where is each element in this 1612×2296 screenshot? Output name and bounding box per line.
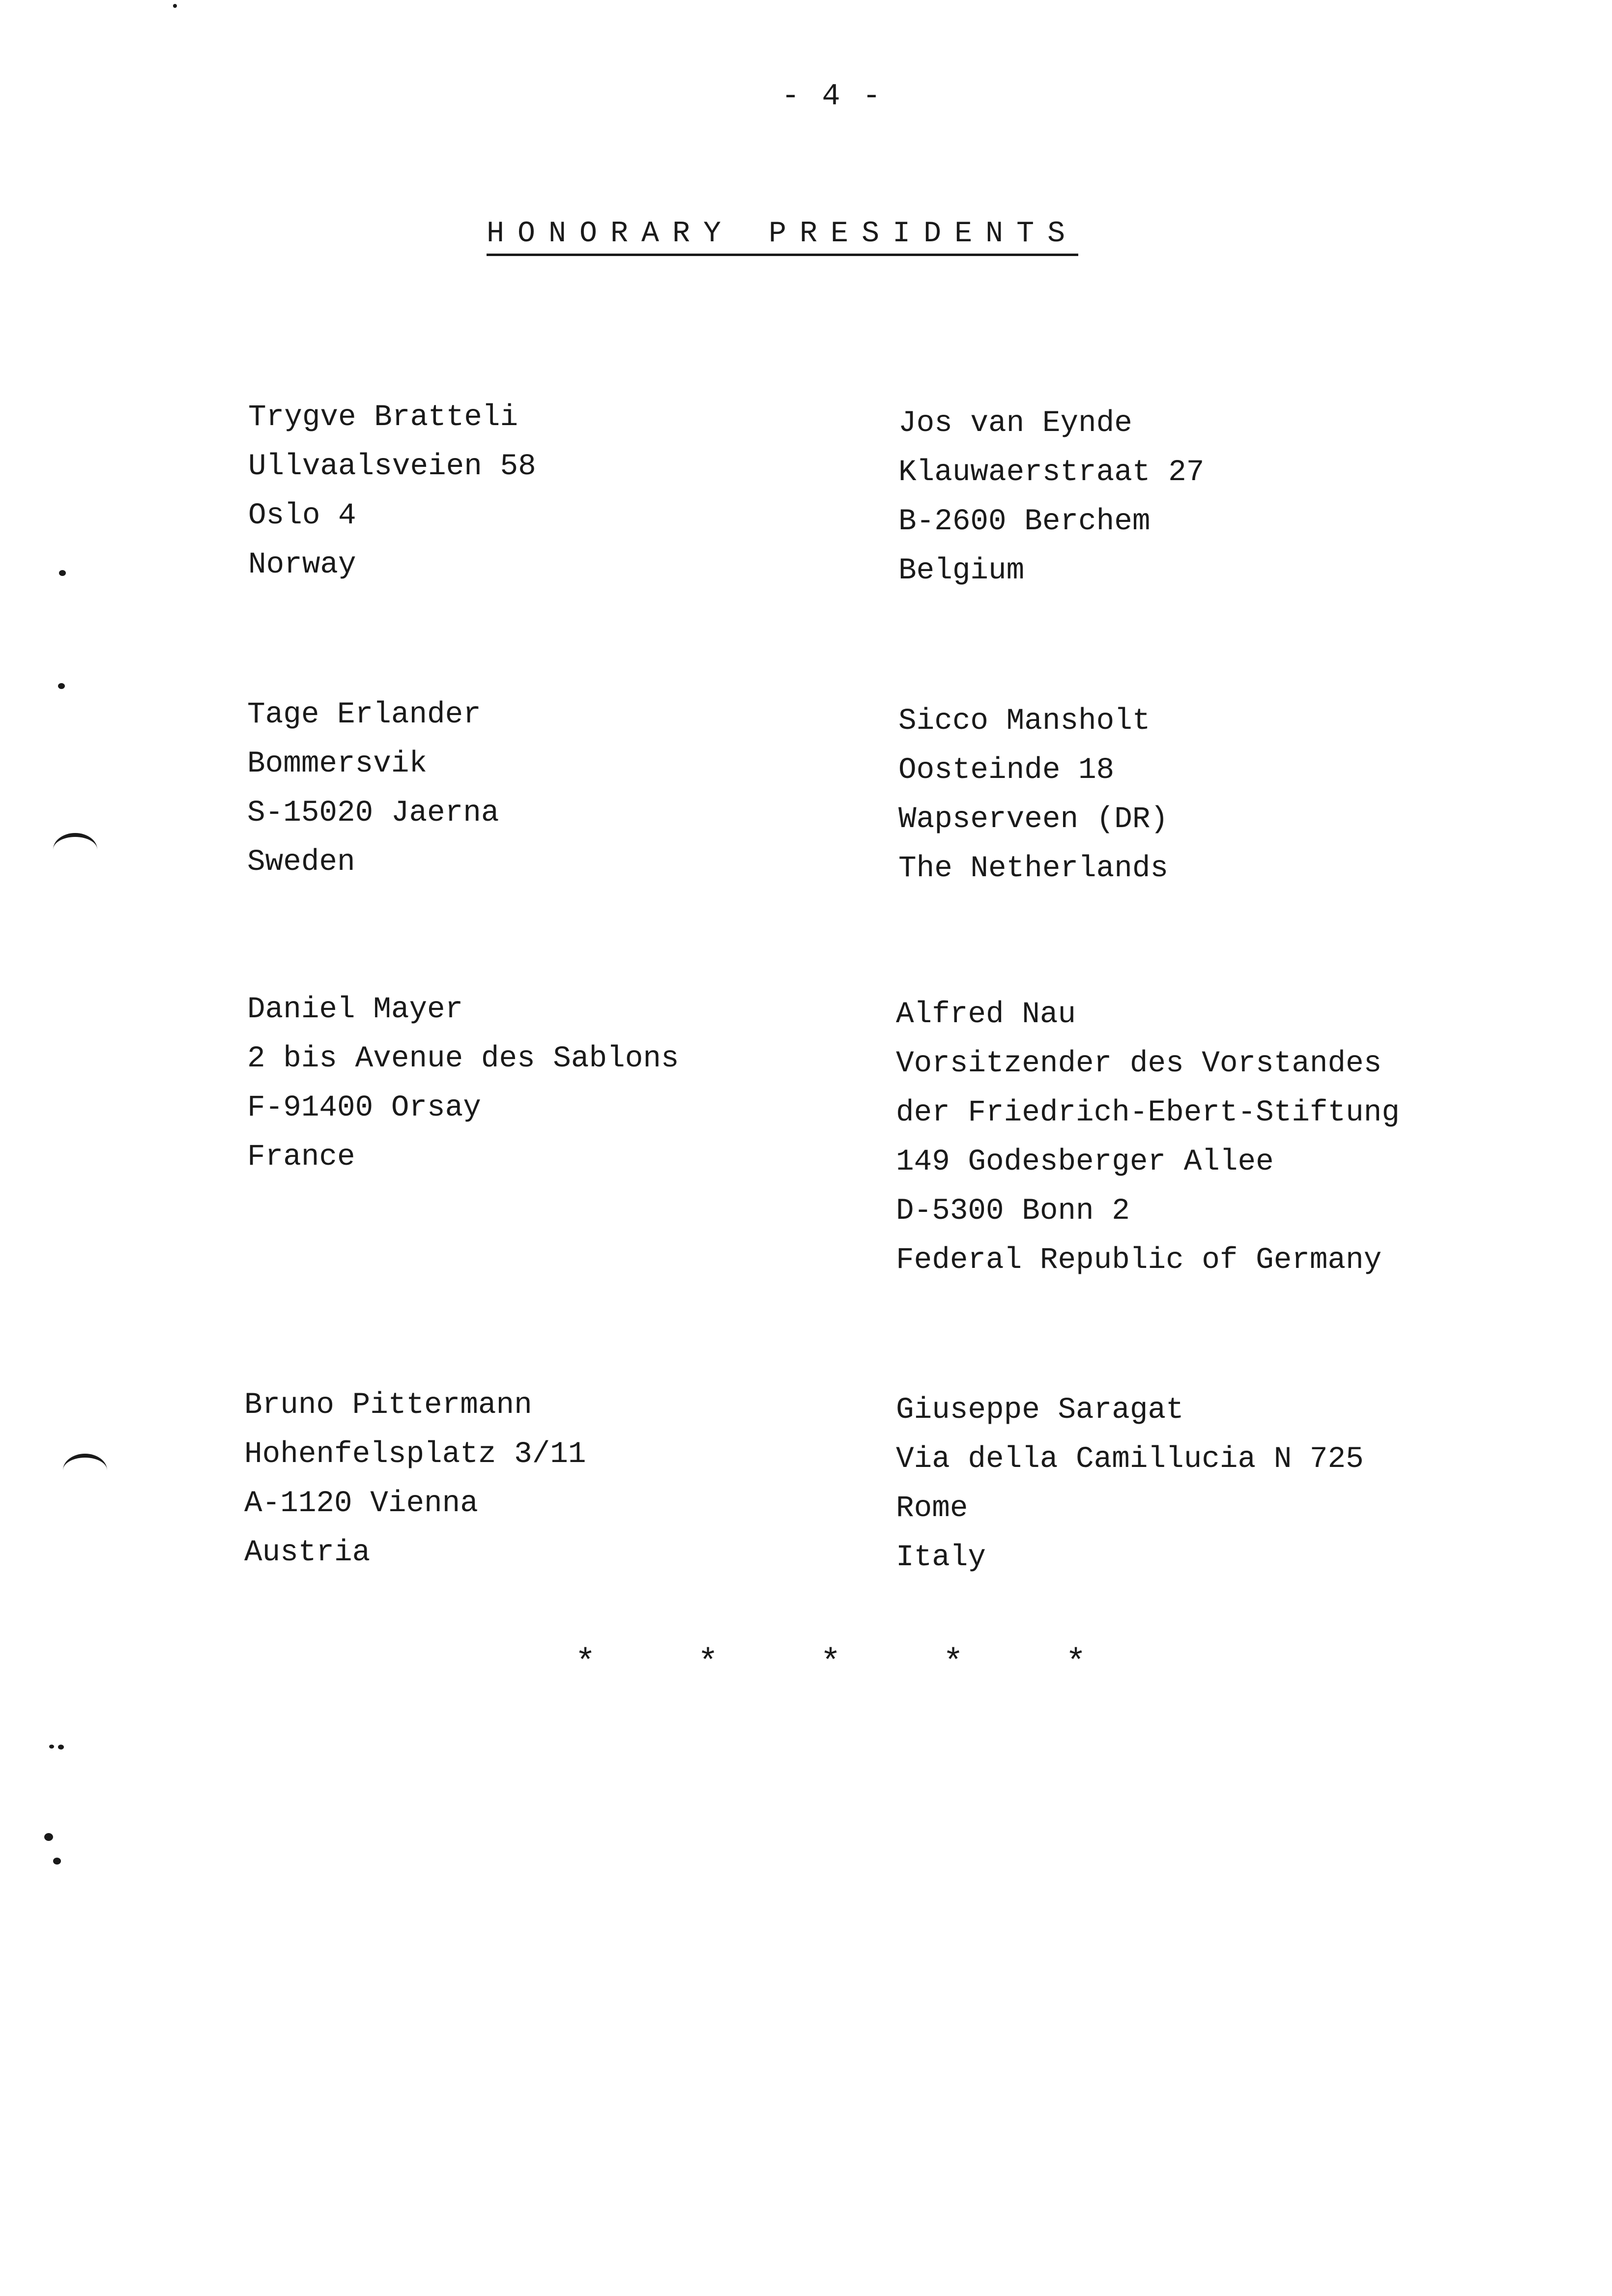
address-block-mansholt bbox=[898, 697, 1168, 893]
person-name: Jos van Eynde bbox=[898, 406, 1132, 440]
star-icon: * bbox=[575, 1644, 596, 1683]
address-line: Federal Republic of Germany bbox=[896, 1243, 1382, 1277]
address-line: Sweden bbox=[247, 845, 355, 879]
address-line: B-2600 Berchem bbox=[898, 505, 1151, 539]
title-word-presidents: PRESIDENTS bbox=[769, 217, 1079, 251]
person-name: Alfred Nau bbox=[896, 998, 1076, 1032]
address-block-mayer bbox=[247, 985, 679, 1182]
address-block-nau bbox=[896, 990, 1400, 1285]
star-icon: * bbox=[820, 1644, 841, 1683]
address-line: Norway bbox=[248, 548, 356, 582]
star-icon: * bbox=[943, 1644, 964, 1683]
star-separator bbox=[575, 1644, 1086, 1683]
address-line: 2 bis Avenue des Sablons bbox=[247, 1042, 679, 1076]
address-line: Hohenfelsplatz 3/11 bbox=[244, 1437, 586, 1471]
address-line: D-5300 Bonn 2 bbox=[896, 1194, 1130, 1228]
person-name: Bruno Pittermann bbox=[244, 1388, 532, 1422]
title-word-honorary: HONORARY bbox=[487, 217, 735, 251]
person-name: Tage Erlander bbox=[247, 698, 481, 732]
punch-hole-arc bbox=[63, 1454, 107, 1487]
scan-speck bbox=[53, 1858, 61, 1865]
page-number: - 4 - bbox=[781, 79, 883, 114]
address-line: Oslo 4 bbox=[248, 499, 356, 533]
person-name: Giuseppe Saragat bbox=[896, 1393, 1184, 1427]
address-block-pittermann bbox=[244, 1381, 586, 1578]
page-title bbox=[487, 217, 1078, 256]
address-line: Oosteinde 18 bbox=[898, 753, 1115, 787]
address-line: Rome bbox=[896, 1492, 968, 1525]
address-line: Wapserveen (DR) bbox=[898, 803, 1169, 836]
punch-hole-arc bbox=[53, 833, 97, 866]
address-block-saragat bbox=[896, 1386, 1364, 1582]
scan-speck bbox=[59, 570, 66, 576]
address-block-van-eynde bbox=[898, 399, 1204, 596]
scan-speck bbox=[49, 1745, 54, 1749]
address-line: Bommersvik bbox=[247, 747, 428, 781]
address-line: The Netherlands bbox=[898, 852, 1169, 886]
person-name: Sicco Mansholt bbox=[898, 704, 1151, 738]
person-name: Daniel Mayer bbox=[247, 993, 463, 1027]
address-line: Austria bbox=[244, 1536, 371, 1570]
scan-speck bbox=[58, 683, 65, 689]
address-line: Vorsitzender des Vorstandes bbox=[896, 1047, 1382, 1081]
person-name: Trygve Bratteli bbox=[248, 401, 518, 434]
address-line: Klauwaerstraat 27 bbox=[898, 456, 1205, 489]
address-line: 149 Godesberger Allee bbox=[896, 1145, 1274, 1179]
address-line: A-1120 Vienna bbox=[244, 1487, 478, 1521]
address-line: Italy bbox=[896, 1541, 986, 1575]
address-line: Ullvaalsveien 58 bbox=[248, 450, 536, 484]
address-line: Belgium bbox=[898, 554, 1025, 588]
star-icon: * bbox=[1065, 1644, 1086, 1683]
address-line: S-15020 Jaerna bbox=[247, 796, 499, 830]
scan-speck bbox=[58, 1745, 64, 1750]
star-icon: * bbox=[697, 1644, 719, 1683]
address-line: F-91400 Orsay bbox=[247, 1091, 481, 1125]
scan-speck bbox=[173, 4, 177, 8]
address-block-erlander bbox=[247, 690, 499, 887]
address-line: Via della Camillucia N 725 bbox=[896, 1442, 1364, 1476]
address-line: der Friedrich-Ebert-Stiftung bbox=[896, 1096, 1400, 1130]
scan-speck bbox=[44, 1833, 53, 1841]
address-line: France bbox=[247, 1140, 355, 1174]
address-block-bratteli bbox=[248, 393, 536, 590]
